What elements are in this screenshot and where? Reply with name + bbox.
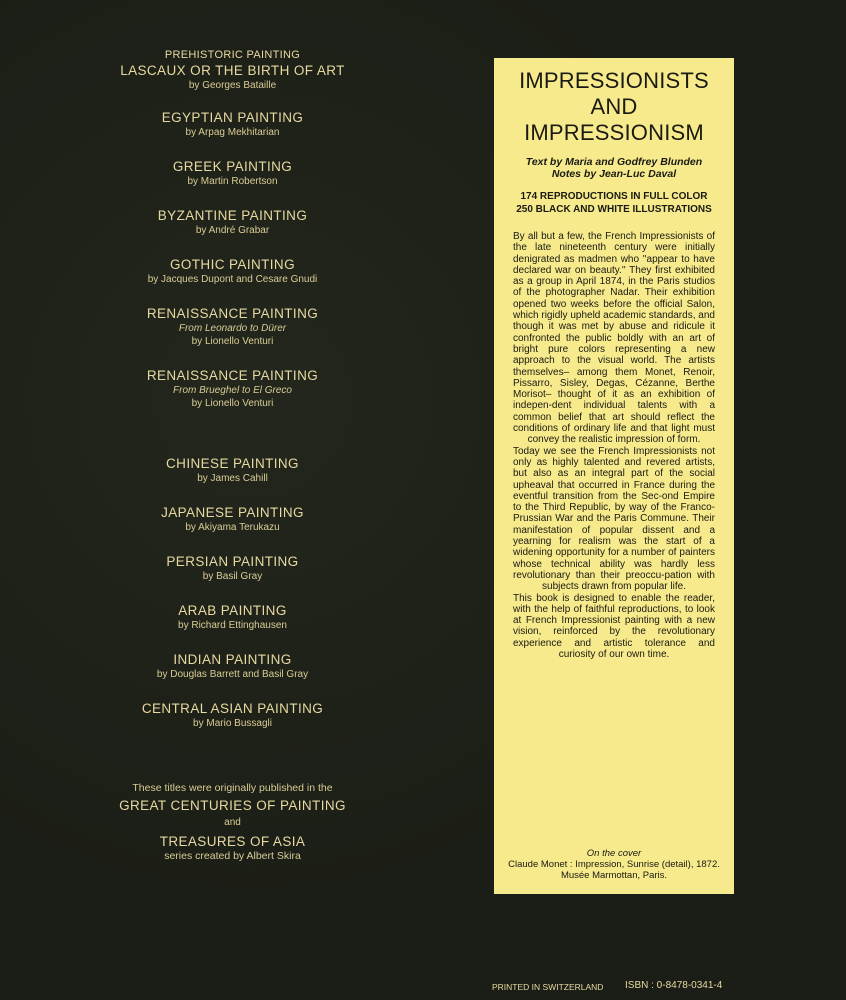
series-note-and: and — [224, 817, 241, 828]
blurb-paragraph: By all but a few, the French Impressionists of the late nineteenth century were initially denigrated as madmen who ''appear to have declared war on beauty.'' They first exhibited as a group in April 1874, in the Paris studios of the photographer Nadar. Their exhibition opened two weeks before the official Salon, which rigidly upheld academic standards, and though it was met by abuse and ridicule it confronted the public boldly with an art of bright pure colors representing a new approach to the visual world. The artists themselves– among them Monet, Renoir, Pissarro, Sisley, Degas, Cézanne, Berthe Morisot– thought of it as an exhibition of indepen-dent individual talents with a common belief that art should reflect the conditions of ordinary life and that light must convey the realistic impression of form. — [513, 231, 715, 446]
cover-credit-label: On the cover — [586, 848, 642, 859]
series-entry-persian — [100, 553, 365, 583]
book-credits — [494, 156, 734, 180]
series-entry-lascaux — [100, 48, 365, 92]
series-entry-gothic — [100, 256, 365, 286]
series-entry-japanese — [100, 504, 365, 534]
series-title: LASCAUX OR THE BIRTH OF ART — [120, 63, 345, 78]
book-title-line: IMPRESSIONISM — [524, 120, 704, 145]
book-title-line: AND — [590, 94, 638, 119]
series-author: by Martin Robertson — [187, 176, 278, 187]
series-entry-egyptian — [100, 109, 365, 139]
color-reproductions: 174 REPRODUCTIONS IN FULL COLOR — [520, 191, 708, 202]
series-author: by Lionello Venturi — [191, 398, 274, 409]
series-title: CENTRAL ASIAN PAINTING — [141, 701, 324, 716]
series-author: by Akiyama Terukazu — [185, 522, 280, 533]
series-title: PERSIAN PAINTING — [166, 554, 299, 569]
series-title: RENAISSANCE PAINTING — [146, 368, 319, 383]
series-subtitle: From Brueghel to El Greco — [173, 385, 292, 396]
cover-credit — [494, 848, 734, 881]
series-entry-arab — [100, 602, 365, 632]
series-created-by: series created by Albert Skira — [164, 850, 301, 862]
series-title: EGYPTIAN PAINTING — [161, 110, 304, 125]
book-description-panel — [494, 58, 734, 894]
series-title: GOTHIC PAINTING — [169, 257, 295, 272]
series-list — [100, 48, 365, 863]
series-entry-greek — [100, 158, 365, 188]
text-by: Text by Maria and Godfrey Blunden — [525, 156, 703, 168]
isbn: ISBN : 0-8478-0341-4 — [625, 980, 723, 991]
series-name-treasures-of-asia: TREASURES OF ASIA — [159, 834, 306, 849]
series-subtitle: From Leonardo to Dürer — [178, 323, 287, 334]
cover-credit-painting: Claude Monet : Impression, Sunrise (detail), 1872. — [508, 859, 720, 870]
blurb-paragraph: This book is designed to enable the reader, with the help of faithful reproductions, to look at French Impressionist painting with a new vision, reinforced by the revolutionary experience and artistic tolerance and curiosity of our own time. — [513, 592, 715, 660]
series-title: INDIAN PAINTING — [173, 652, 292, 667]
series-author: by Basil Gray — [202, 571, 263, 582]
series-author: by Lionello Venturi — [191, 336, 274, 347]
series-author: by Arpag Mekhitarian — [185, 127, 280, 138]
series-title: JAPANESE PAINTING — [161, 505, 304, 520]
series-kicker: PREHISTORIC PAINTING — [164, 49, 301, 61]
series-name-great-centuries: GREAT CENTURIES OF PAINTING — [119, 798, 346, 813]
series-note — [100, 782, 365, 863]
blurb-paragraph: Today we see the French Impressionists not only as highly talented and revered artists, but also as an integral part of the social upheaval that occurred in France during the eventful transition from the Sec-ond Empire to the Third Republic, by way of the Franco-Prussian War and the Paris Commune. Their manifestation of popular dissent and a yearning for realism was the start of a widening opportunity for a number of painters whose technical ability was hardly less revolutionary than their preoccu-pation with subjects drawn from popular life. — [513, 445, 715, 593]
series-author: by Mario Bussagli — [193, 718, 272, 729]
series-note-intro: These titles were originally published in the — [132, 782, 333, 794]
series-author: by Jacques Dupont and Cesare Gnudi — [147, 274, 318, 285]
series-author: by Richard Ettinghausen — [178, 620, 287, 631]
series-title: GREEK PAINTING — [172, 159, 293, 174]
series-author: by André Grabar — [195, 225, 270, 236]
series-author: by Douglas Barrett and Basil Gray — [156, 669, 309, 680]
series-author: by James Cahill — [197, 473, 268, 484]
notes-by: Notes by Jean-Luc Daval — [551, 168, 677, 180]
series-title: BYZANTINE PAINTING — [157, 208, 308, 223]
series-entry-chinese — [100, 455, 365, 485]
cover-credit-museum: Musée Marmottan, Paris. — [560, 870, 668, 881]
series-entry-indian — [100, 651, 365, 681]
series-title: ARAB PAINTING — [178, 603, 287, 618]
book-title — [494, 68, 734, 146]
series-title: CHINESE PAINTING — [166, 456, 299, 471]
series-entry-renaissance-1 — [100, 305, 365, 348]
series-entry-central-asian — [100, 700, 365, 730]
printed-in: PRINTED IN SWITZERLAND — [492, 982, 604, 992]
series-author: by Georges Bataille — [188, 80, 277, 91]
series-entry-renaissance-2 — [100, 367, 365, 410]
bw-illustrations: 250 BLACK AND WHITE ILLUSTRATIONS — [516, 204, 712, 215]
book-title-line: IMPRESSIONISTS — [519, 68, 709, 93]
series-title: RENAISSANCE PAINTING — [146, 306, 319, 321]
reproductions-info — [494, 190, 734, 216]
series-entry-byzantine — [100, 207, 365, 237]
book-blurb — [513, 231, 715, 660]
